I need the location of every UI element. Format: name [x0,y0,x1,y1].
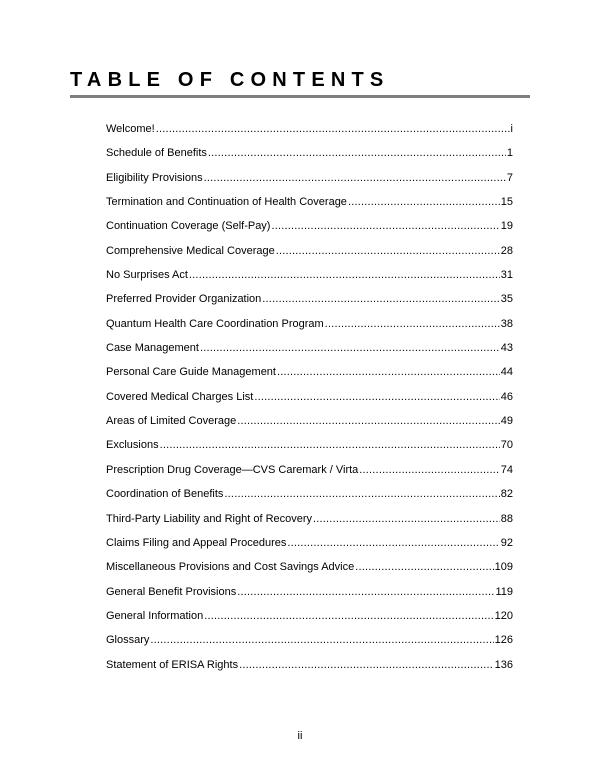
toc-entry-coordination-of-benefits[interactable] [106,487,513,511]
toc-entry-prescription-drug-coverage[interactable] [106,463,513,487]
toc-list [106,122,513,682]
dot-leader [359,463,499,477]
toc-entry-page: 82 [500,488,513,501]
dot-leader [287,536,499,550]
dot-leader [189,268,500,282]
toc-entry-page: 7 [506,171,513,184]
toc-entry-preferred-provider-organization[interactable] [106,292,513,316]
toc-entry-label: Continuation Coverage (Self-Pay) [106,220,271,233]
toc-entry-page: 120 [494,609,513,622]
toc-entry-claims-filing[interactable] [106,536,513,560]
toc-entry-label: Exclusions [106,439,159,452]
toc-entry-label: Termination and Continuation of Health Coverage [106,196,347,209]
toc-entry-page: 109 [494,561,513,574]
toc-entry-page: 92 [500,536,513,549]
toc-entry-page: i [510,123,513,135]
toc-entry-covered-medical-charges[interactable] [106,390,513,414]
toc-entry-case-management[interactable] [106,341,513,365]
toc-entry-label: Eligibility Provisions [106,171,203,184]
dot-leader [204,171,506,185]
toc-entry-label: Statement of ERISA Rights [106,658,239,671]
toc-entry-label: Coordination of Benefits [106,488,224,501]
toc-entry-schedule-of-benefits[interactable] [106,146,513,170]
toc-entry-label: No Surprises Act [106,269,188,282]
toc-entry-page: 74 [500,463,513,476]
toc-entry-page: 46 [500,390,513,403]
toc-entry-general-information[interactable] [106,609,513,633]
dot-leader [325,317,500,331]
toc-entry-areas-of-limited-coverage[interactable] [106,414,513,438]
toc-entry-page: 88 [500,512,513,525]
dot-leader [208,146,506,160]
toc-entry-label: Prescription Drug Coverage—CVS Caremark / Virta [106,463,359,476]
dot-leader [262,292,499,306]
toc-entry-page: 38 [500,317,513,330]
dot-leader [224,487,499,501]
dot-leader [254,390,499,404]
dot-leader [204,609,493,623]
toc-entry-quantum-health[interactable] [106,317,513,341]
toc-entry-third-party-liability[interactable] [106,512,513,536]
toc-entry-label: Personal Care Guide Management [106,366,276,379]
dot-leader [271,219,499,233]
dot-leader [276,244,500,258]
toc-entry-label: Schedule of Benefits [106,147,207,160]
toc-entry-personal-care-guide[interactable] [106,365,513,389]
toc-entry-page: 28 [500,244,513,257]
toc-entry-label: General Benefit Provisions [106,585,237,598]
toc-entry-label: Preferred Provider Organization [106,293,262,306]
toc-entry-label: Areas of Limited Coverage [106,415,237,428]
toc-entry-label: Third-Party Liability and Right of Recovery [106,512,313,525]
toc-entry-label: General Information [106,609,204,622]
toc-entry-page: 70 [500,439,513,452]
toc-entry-page: 1 [506,147,513,160]
dot-leader [200,341,500,355]
toc-entry-page: 126 [494,634,513,647]
page-title: TABLE OF CONTENTS [70,69,390,91]
toc-entry-label: Covered Medical Charges List [106,390,254,403]
toc-entry-label: Glossary [106,634,150,647]
toc-entry-page: 49 [500,415,513,428]
toc-entry-page: 35 [500,293,513,306]
toc-entry-label: Quantum Health Care Coordination Program [106,317,324,330]
toc-entry-eligibility-provisions[interactable] [106,171,513,195]
toc-entry-label: Comprehensive Medical Coverage [106,244,275,257]
toc-entry-label: Claims Filing and Appeal Procedures [106,536,287,549]
dot-leader [313,512,500,526]
dot-leader [156,122,510,136]
toc-entry-termination-and-continuation[interactable] [106,195,513,219]
toc-entry-label: Welcome! [106,123,155,135]
toc-entry-page: 31 [500,269,513,282]
toc-entry-welcome[interactable] [106,122,513,146]
toc-entry-glossary[interactable] [106,633,513,657]
toc-entry-exclusions[interactable] [106,438,513,462]
dot-leader [239,658,494,672]
toc-entry-comprehensive-medical-coverage[interactable] [106,244,513,268]
dot-leader [237,414,500,428]
toc-entry-general-benefit-provisions[interactable] [106,585,513,609]
dot-leader [277,365,500,379]
toc-entry-label: Miscellaneous Provisions and Cost Savings Advice [106,561,355,574]
title-rule [70,95,530,98]
dot-leader [160,438,500,452]
toc-entry-continuation-coverage[interactable] [106,219,513,243]
toc-entry-page: 44 [500,366,513,379]
toc-entry-page: 43 [500,342,513,355]
toc-entry-label: Case Management [106,342,199,355]
page-number: ii [297,730,303,742]
dot-leader [150,633,493,647]
toc-entry-no-surprises-act[interactable] [106,268,513,292]
toc-entry-page: 15 [500,196,513,209]
dot-leader [348,195,500,209]
toc-entry-page: 19 [500,220,513,233]
dot-leader [237,585,494,599]
toc-entry-page: 119 [495,585,513,598]
toc-entry-page: 136 [494,658,513,671]
toc-entry-statement-of-erisa-rights[interactable] [106,658,513,682]
toc-entry-miscellaneous-provisions[interactable] [106,560,513,584]
dot-leader [355,560,493,574]
